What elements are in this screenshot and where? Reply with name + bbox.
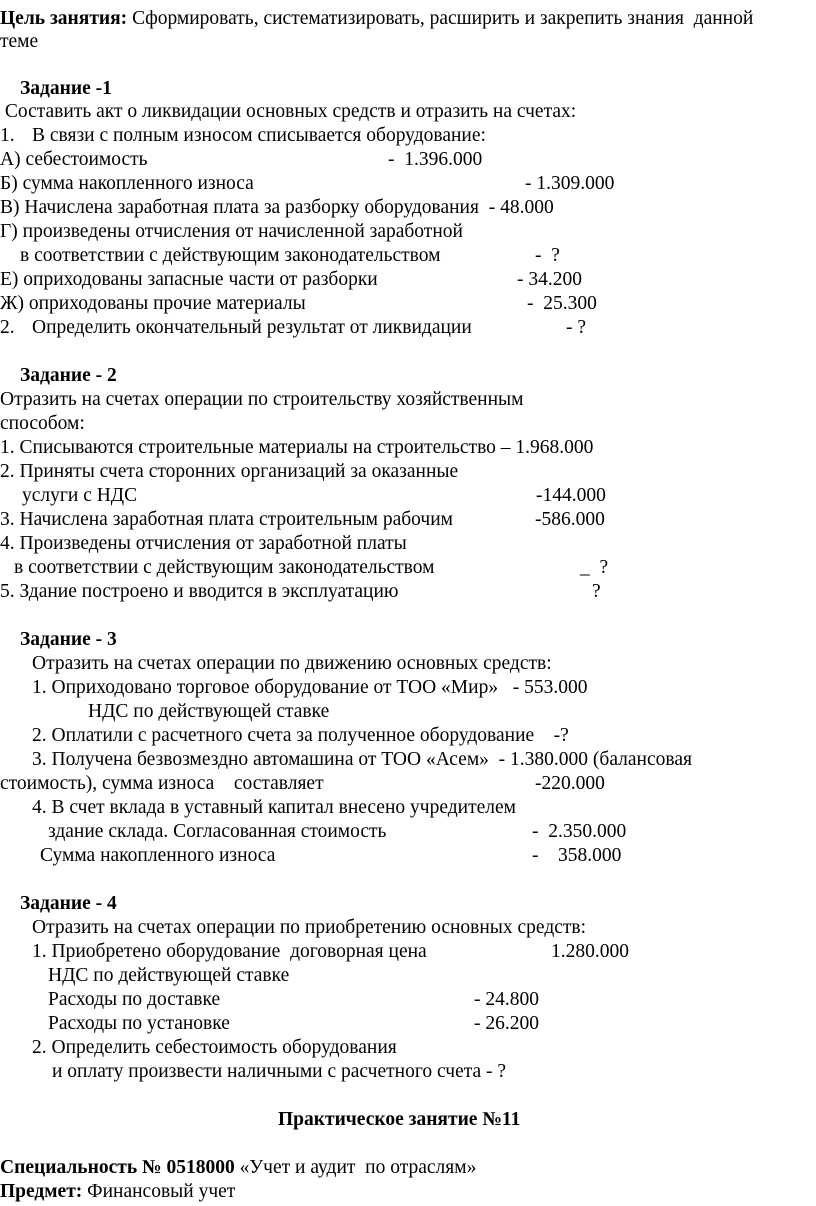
task1-e-value: - 34.200 <box>517 269 582 290</box>
task1-item2-text: Определить окончательный результат от ликвидации <box>32 317 472 338</box>
task2-intro-1: Отразить на счетах операции по строительству хозяйственным <box>0 389 524 410</box>
subject-label: Предмет: <box>0 1181 83 1202</box>
task1-zh-label: Ж) оприходованы прочие материалы <box>0 293 306 314</box>
task1-e-label: Е) оприходованы запасные части от разборки <box>0 269 378 290</box>
task4-intro: Отразить на счетах операции по приобретению основных средств: <box>32 917 587 938</box>
task1-title: Задание -1 <box>20 78 112 99</box>
task3-line-4a: 4. В счет вклада в уставный капитал внесено учредителем <box>32 797 516 818</box>
task2-line-1: 1. Списываются строительные материалы на строительство – 1.968.000 <box>0 437 594 458</box>
practice-title: Практическое занятие №11 <box>278 1109 521 1130</box>
task3-intro: Отразить на счетах операции по движению основных средств: <box>32 653 552 674</box>
task4-title: Задание - 4 <box>20 893 117 914</box>
task2-line-2a: 2. Приняты счета сторонних организаций за оказанные <box>0 461 459 482</box>
speciality-label: Специальность № 0518000 <box>0 1157 235 1178</box>
task1-a-value: - 1.396.000 <box>388 149 483 170</box>
task2-title: Задание - 2 <box>20 365 117 386</box>
task2-line-5-value: ? <box>592 581 601 602</box>
goal-line-1 <box>0 7 753 31</box>
task1-b-value: - 1.309.000 <box>525 173 615 194</box>
task1-g-text-2: в соответствии с действующим законодательством <box>20 245 441 266</box>
task4-line-1d: Расходы по установке <box>48 1013 230 1034</box>
task3-line-3b: стоимость), сумма износа составляет <box>0 773 324 794</box>
task2-line-3-value: -586.000 <box>535 509 605 530</box>
task2-line-4a: 4. Произведены отчисления от заработной платы <box>0 533 407 554</box>
task3-line-1b: НДС по действующей ставке <box>88 701 330 722</box>
task1-a-label: А) себестоимость <box>0 149 148 170</box>
task4-line-1b: НДС по действующей ставке <box>48 965 290 986</box>
task3-title: Задание - 3 <box>20 629 117 650</box>
task1-zh-value: - 25.300 <box>527 293 597 314</box>
task3-line-1: 1. Оприходовано торговое оборудование от ТОО «Мир» - 553.000 <box>32 677 588 698</box>
task4-line-1-value: 1.280.000 <box>551 941 629 962</box>
task1-item1-text: В связи с полным износом списывается оборудование: <box>32 125 486 146</box>
task1-g-text-1: Г) произведены отчисления от начисленной заработной <box>0 221 463 242</box>
task3-line-2: 2. Оплатили с расчетного счета за полученное оборудование -? <box>32 725 569 746</box>
task1-item1-num: 1. <box>0 125 15 146</box>
speciality-text: «Учет и аудит по отраслям» <box>234 1157 477 1178</box>
task4-line-1: 1. Приобретено оборудование договорная цена <box>32 941 427 962</box>
task3-line-4c: Сумма накопленного износа <box>40 845 276 866</box>
task1-b-label: Б) сумма накопленного износа <box>0 173 254 194</box>
task3-line-4c-value: - 358.000 <box>532 845 622 866</box>
task3-line-3-value: -220.000 <box>535 773 605 794</box>
task2-line-2-value: -144.000 <box>536 485 606 506</box>
task1-item2-num: 2. <box>0 317 15 338</box>
task2-line-2b: услуги с НДС <box>22 485 138 506</box>
task1-item2-value: - ? <box>566 317 587 338</box>
task2-line-3: 3. Начислена заработная плата строительным рабочим <box>0 509 454 530</box>
task2-line-4-value: _ ? <box>580 557 609 578</box>
goal-line-2: теме <box>0 31 39 52</box>
task1-intro: Составить акт о ликвидации основных средств и отразить на счетах: <box>0 101 577 122</box>
goal-label: Цель занятия: <box>0 8 128 29</box>
task3-line-4b-value: - 2.350.000 <box>532 821 627 842</box>
subject-line <box>0 1180 235 1204</box>
task4-line-1d-value: - 26.200 <box>474 1013 539 1034</box>
task4-line-2b: и оплату произвести наличными с расчетного счета - ? <box>52 1061 507 1082</box>
task4-line-1c-value: - 24.800 <box>474 989 539 1010</box>
task3-line-3a: 3. Получена безвозмездно автомашина от ТОО «Асем» - 1.380.000 (балансовая <box>32 749 692 770</box>
subject-text: Финансовый учет <box>82 1181 236 1202</box>
speciality-line <box>0 1156 476 1180</box>
task2-intro-2: способом: <box>0 413 85 434</box>
task1-g-value: - ? <box>535 245 560 266</box>
task1-v-text: В) Начислена заработная плата за разборку оборудования - 48.000 <box>0 197 554 218</box>
goal-text: Сформировать, систематизировать, расширить и закрепить знания данной <box>127 8 754 29</box>
task2-line-4b: в соответствии с действующим законодательством <box>14 557 435 578</box>
task4-line-2a: 2. Определить себестоимость оборудования <box>32 1037 397 1058</box>
task3-line-4b: здание склада. Согласованная стоимость <box>48 821 387 842</box>
task2-line-5: 5. Здание построено и вводится в эксплуатацию <box>0 581 399 602</box>
task4-line-1c: Расходы по доставке <box>48 989 221 1010</box>
